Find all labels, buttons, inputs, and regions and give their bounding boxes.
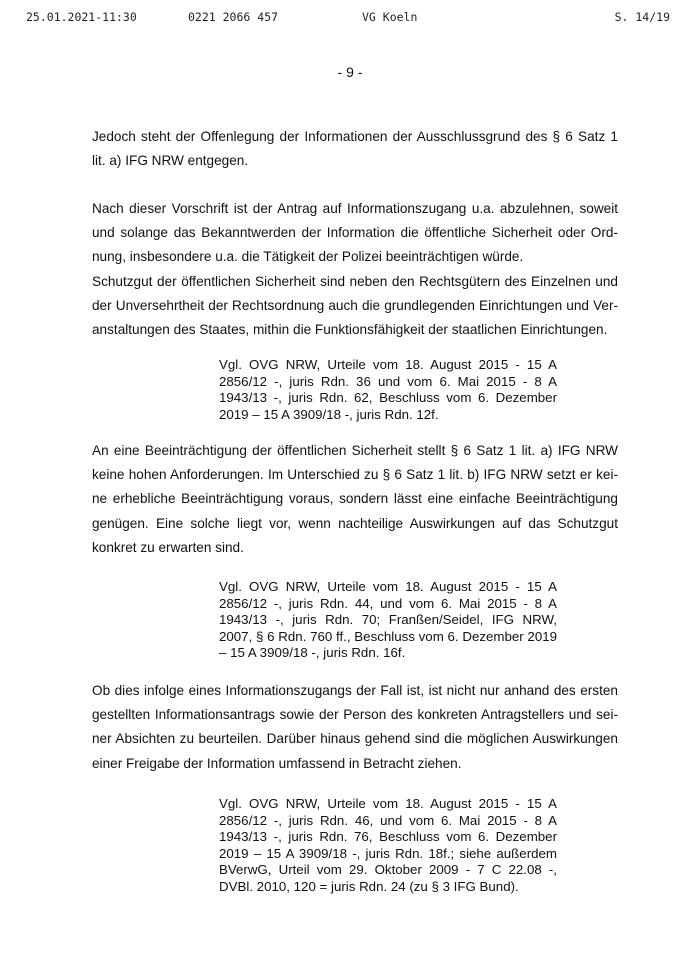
fax-header xyxy=(0,10,700,30)
paragraph: Schutzgut der öffentlichen Sicherheit sind neben den Rechtsgütern des Einzelnen und der Unversehrtheit der Rechtsordnung auch die grundlegenden Einrichtungen und Veranstaltungen des Staates, mithin die Funktionsfähigkeit der staatlichen Einrichtungen. xyxy=(92,273,618,338)
fax-sender-court: VG Koeln xyxy=(362,10,418,24)
citation-2: Vgl. OVG NRW, Urteile vom 18. August 2015 - 15 A 2856/12 -, juris Rdn. 44, und vom 6. Mai 2015 - 8 A 1943/13 -, juris Rdn. 70; Franßen/Seidel, IFG NRW, 2007, § 6 Rdn. 760 ff., Beschluss vom 6. Dezember 2019 – 15 A 3909/18 -, juris Rdn. 16f. xyxy=(219,579,557,661)
citation-3: Vgl. OVG NRW, Urteile vom 18. August 2015 - 15 A 2856/12 -, juris Rdn. 46, und vom 6. Mai 2015 - 8 A 1943/13 -, juris Rdn. 76, Beschluss vom 6. Dezember 2019 – 15 A 3909/18 -, juris Rdn. 18f.; siehe außerdem BVerwG, Urteil vom 29. Oktober 2009 - 7 C 22.08 -, DVBl. 2010, 120 = juris Rdn. 24 (zu § 3 IFG Bund). xyxy=(219,796,557,894)
fax-page-counter: S. 14/19 xyxy=(614,10,670,24)
paragraph: Ob dies infolge eines Informationszugangs der Fall ist, ist nicht nur anhand des ersten gestellten Informationsantrags sowie der Person des konkreten Antragstellers und seiner Absichten zu beurteilen. Darüber hinaus gehend sind die möglichen Auswirkungen einer Freigabe der Information umfassend in Betracht ziehen. xyxy=(92,683,618,771)
paragraph-block-1 xyxy=(92,125,618,173)
fax-phone-number: 0221 2066 457 xyxy=(188,10,279,24)
paragraph: Nach dieser Vorschrift ist der Antrag auf Informationszugang u.a. abzulehnen, soweit und solange das Bekanntwerden der Information die öffentliche Sicherheit oder Ordnung, insbesondere u.a. die Tätigkeit der Polizei beeinträchtigen würde. xyxy=(92,201,618,265)
paragraph: An eine Beeinträchtigung der öffentlichen Sicherheit stellt § 6 Satz 1 lit. a) IFG NRW keine hohen Anforderungen. Im Unterschied zu § 6 Satz 1 lit. b) IFG NRW setzt er keine erhebliche Beeinträchtigung voraus, sondern lässt eine einfache Beeinträchtigung genügen. Eine solche liegt vor, wenn nachteilige Auswirkungen auf das Schutzgut konkret zu erwarten sind. xyxy=(92,443,618,555)
paragraph-block-3 xyxy=(92,439,618,560)
paragraph: Jedoch steht der Offenlegung der Informationen der Ausschlussgrund des § 6 Satz 1 lit. a) IFG NRW entgegen. xyxy=(92,129,618,169)
paragraph-block-4 xyxy=(92,679,618,776)
paragraph-block-2 xyxy=(92,197,618,342)
page-number: - 9 - xyxy=(337,64,363,80)
citation-1: Vgl. OVG NRW, Urteile vom 18. August 2015 - 15 A 2856/12 -, juris Rdn. 36 und vom 6. Mai 2015 - 8 A 1943/13 -, juris Rdn. 62, Beschluss vom 6. Dezember 2019 – 15 A 3909/18 -, juris Rdn. 12f. xyxy=(219,357,557,422)
fax-date-time: 25.01.2021-11:30 xyxy=(26,10,137,24)
